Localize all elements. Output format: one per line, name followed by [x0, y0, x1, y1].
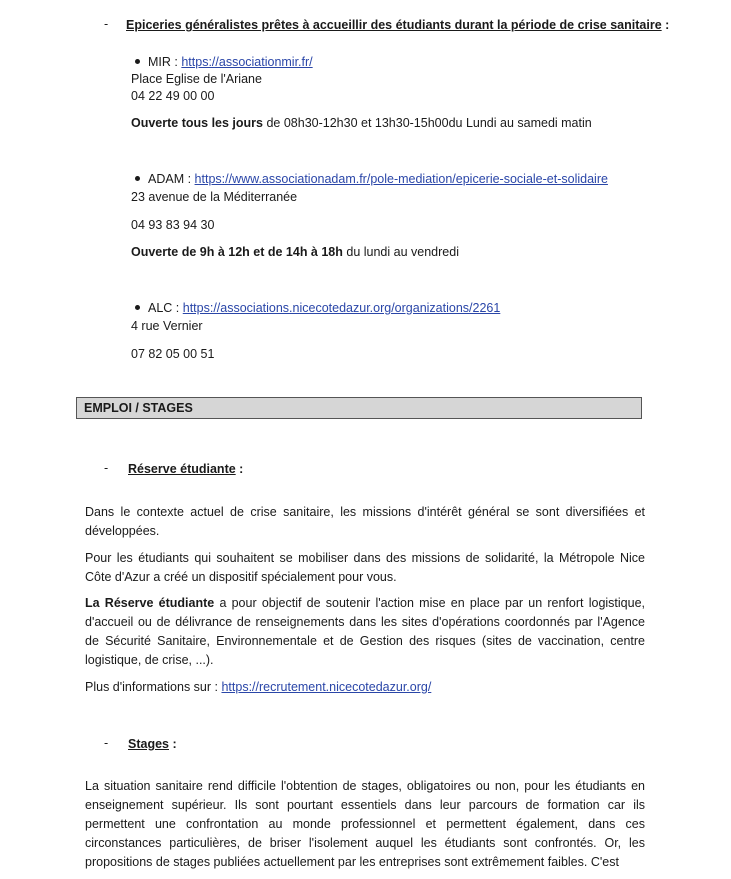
alc-phone: 07 82 05 00 51	[131, 347, 215, 361]
alc-entry-title: ALC : https://associations.nicecotedazur.org/organizations/2261	[131, 300, 500, 316]
mir-link[interactable]: https://associationmir.fr/	[181, 55, 313, 69]
section-title: EMPLOI / STAGES	[84, 401, 193, 415]
stages-heading: Stages :	[128, 737, 177, 751]
bullet-icon	[135, 176, 140, 181]
mir-hours: Ouverte tous les jours de 08h30-12h30 et 13h30-15h00du Lundi au samedi matin	[131, 116, 592, 130]
recrutement-link[interactable]: https://recrutement.nicecotedazur.org/	[221, 680, 432, 694]
section-header-emploi	[76, 397, 642, 419]
reserve-more-info: Plus d'informations sur : https://recrutement.nicecotedazur.org/	[85, 680, 432, 694]
epiceries-heading: Epiceries généralistes prêtes à accueillir des étudiants durant la période de crise sanitaire :	[126, 18, 670, 32]
bullet-icon	[135, 59, 140, 64]
stages-paragraph-1: La situation sanitaire rend difficile l'obtention de stages, obligatoires ou non, pour les étudiants en enseignement supérieur. Ils sont pourtant essentiels dans leur parcours de formation car ils permettent une confrontation au monde professionnel et permettent également, dans ces circonstances particulières, de briser l'isolement auquel les étudiants sont confrontés. Or, les propositions de stages publiées actuellement par les entreprises sont extrêmement faibles. C'est	[85, 779, 645, 869]
list-dash: -	[104, 736, 109, 750]
reserve-heading: Réserve étudiante :	[128, 462, 244, 476]
list-dash: -	[104, 17, 109, 31]
list-dash: -	[104, 461, 109, 475]
mir-entry-title: MIR : https://associationmir.fr/	[131, 54, 313, 70]
adam-address: 23 avenue de la Méditerranée	[131, 190, 298, 204]
mir-phone: 04 22 49 00 00	[131, 89, 215, 103]
adam-hours: Ouverte de 9h à 12h et de 14h à 18h du lundi au vendredi	[131, 245, 459, 259]
adam-link[interactable]: https://www.associationadam.fr/pole-mediation/epicerie-sociale-et-solidaire	[194, 172, 608, 186]
adam-phone: 04 93 83 94 30	[131, 218, 215, 232]
adam-entry-title: ADAM : https://www.associationadam.fr/pole-mediation/epicerie-sociale-et-solidaire	[131, 171, 608, 187]
reserve-paragraph-3: La Réserve étudiante a pour objectif de soutenir l'action mise en place par un renfort logistique, d'accueil ou de délivrance de renseignements dans les sites d'opérations coordonnés par l'Agence de Sécurité Sanitaire, Environnementale et de Gestion des risques (sites de vaccination, centre logistique, de crise, ...).	[85, 596, 646, 667]
alc-link[interactable]: https://associations.nicecotedazur.org/organizations/2261	[182, 301, 501, 315]
reserve-paragraph-1: Dans le contexte actuel de crise sanitaire, les missions d'intérêt général se sont diversifiées et développées.	[85, 505, 645, 538]
reserve-paragraph-2: Pour les étudiants qui souhaitent se mobiliser dans des missions de solidarité, la Métropole Nice Côte d'Azur a créé un dispositif spécialement pour vous.	[85, 551, 645, 584]
mir-address: Place Eglise de l'Ariane	[131, 72, 262, 86]
alc-address: 4 rue Vernier	[131, 319, 203, 333]
bullet-icon	[135, 305, 140, 310]
